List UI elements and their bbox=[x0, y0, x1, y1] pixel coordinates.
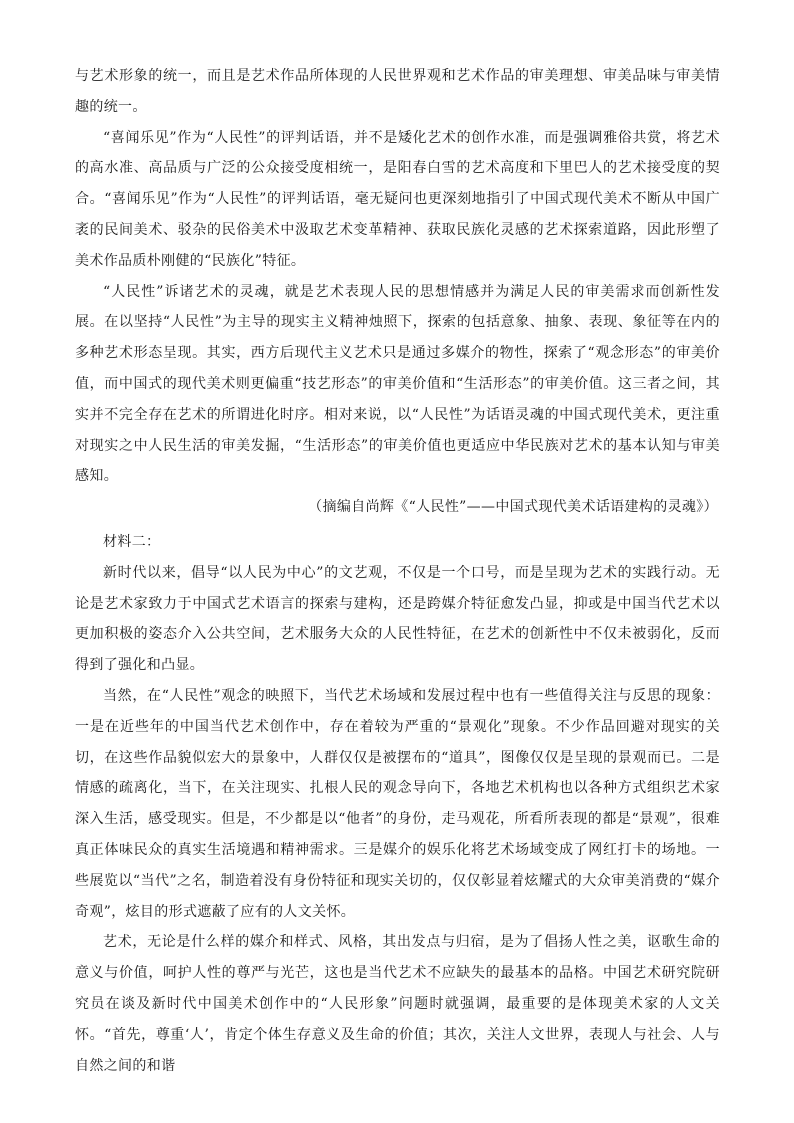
paragraph-continuation: 与艺术形象的统一，而且是艺术作品所体现的人民世界观和艺术作品的审美理想、审美品味与审美情趣的统一。 bbox=[75, 68, 720, 115]
paragraph-renminxing-soul: “人民性”诉诸艺术的灵魂，就是艺术表现人民的思想情感并为满足人民的审美需求而创新性发展。在以坚持“人民性”为主导的现实主义精神烛照下，探索的包括意象、抽象、表现、象征等在内的多种艺术形态呈现。其实，西方后现代主义艺术只是通过多媒介的物性，探索了“观念形态”的审美价值，而中国式的现代美术则更偏重“技艺形态”的审美价值和“生活形态”的审美价值。这三者之间，其实并不完全存在艺术的所谓进化时序。相对来说，以“人民性”为话语灵魂的中国式现代美术，更注重对现实之中人民生活的审美发掘，“生活形态”的审美价值也更适应中华民族对艺术的基本认知与审美感知。 bbox=[75, 283, 720, 485]
paragraph-art-humanity: 艺术，无论是什么样的媒介和样式、风格，其出发点与归宿，是为了倡扬人性之美，讴歌生命的意义与价值，呵护人性的尊严与光芒，这也是当代艺术不应缺失的最基本的品格。中国艺术研究院研究员在谈及新时代中国美术创作中的“人民形象”问题时就强调，最重要的是体现美术家的人文关怀。“首先，尊重‘人’，肯定个体生存意义及生命的价值；其次，关注人文世界，表现人与社会、人与自然之间的和谐 bbox=[75, 934, 720, 1074]
paragraph-new-era: 新时代以来，倡导“以人民为中心”的文艺观，不仅是一个口号，而是呈现为艺术的实践行动。无论是艺术家致力于中国式艺术语言的探索与建构，还是跨媒介特征愈发凸显，抑或是中国当代艺术以更加积极的姿态介入公共空间，艺术服务大众的人民性特征，在艺术的创新性中不仅未被弱化，反而得到了强化和凸显。 bbox=[75, 564, 720, 674]
paragraph-phenomena: 当然，在“人民性”观念的映照下，当代艺术场域和发展过程中也有一些值得关注与反思的现象：一是在近些年的中国当代艺术创作中，存在着较为严重的“景观化”现象。不少作品回避对现实的关切，在这些作品貌似宏大的景象中，人群仅仅是被摆布的“道具”，图像仅仅是呈现的景观而已。二是情感的疏离化，当下，在关注现实、扎根人民的观念导向下，各地艺术机构也以各种方式组织艺术家深入生活，感受现实。但是，不少都是以“他者”的身份，走马观花，所看所表现的都是“景观”，很难真正体味民众的真实生活境遇和精神需求。三是媒介的娱乐化将艺术场域变成了网红打卡的场地。一些展览以“当代”之名，制造着没有身份特征和现实关切的，仅仅彰显着炫耀式的大众审美消费的“媒介奇观”，炫目的形式遮蔽了应有的人文关怀。 bbox=[75, 687, 720, 920]
document-page bbox=[75, 61, 720, 1081]
material-two-label: 材料二： bbox=[103, 533, 161, 550]
source-citation: （摘编自尚辉《“人民性”——中国式现代美术话语建构的灵魂》） bbox=[308, 499, 718, 516]
paragraph-xiwenlejian: “喜闻乐见”作为“人民性”的评判话语，并不是矮化艺术的创作水准，而是强调雅俗共赏，将艺术的高水准、高品质与广泛的公众接受度相统一，是阳春白雪的艺术高度和下里巴人的艺术接受度的契合。“喜闻乐见”作为“人民性”的评判话语，毫无疑问也更深刻地指引了中国式现代美术不断从中国广袤的民间美术、驳杂的民俗美术中汲取艺术变革精神、获取民族化灵感的艺术探索道路，因此形塑了美术作品质朴刚健的“民族化”特征。 bbox=[75, 129, 720, 269]
